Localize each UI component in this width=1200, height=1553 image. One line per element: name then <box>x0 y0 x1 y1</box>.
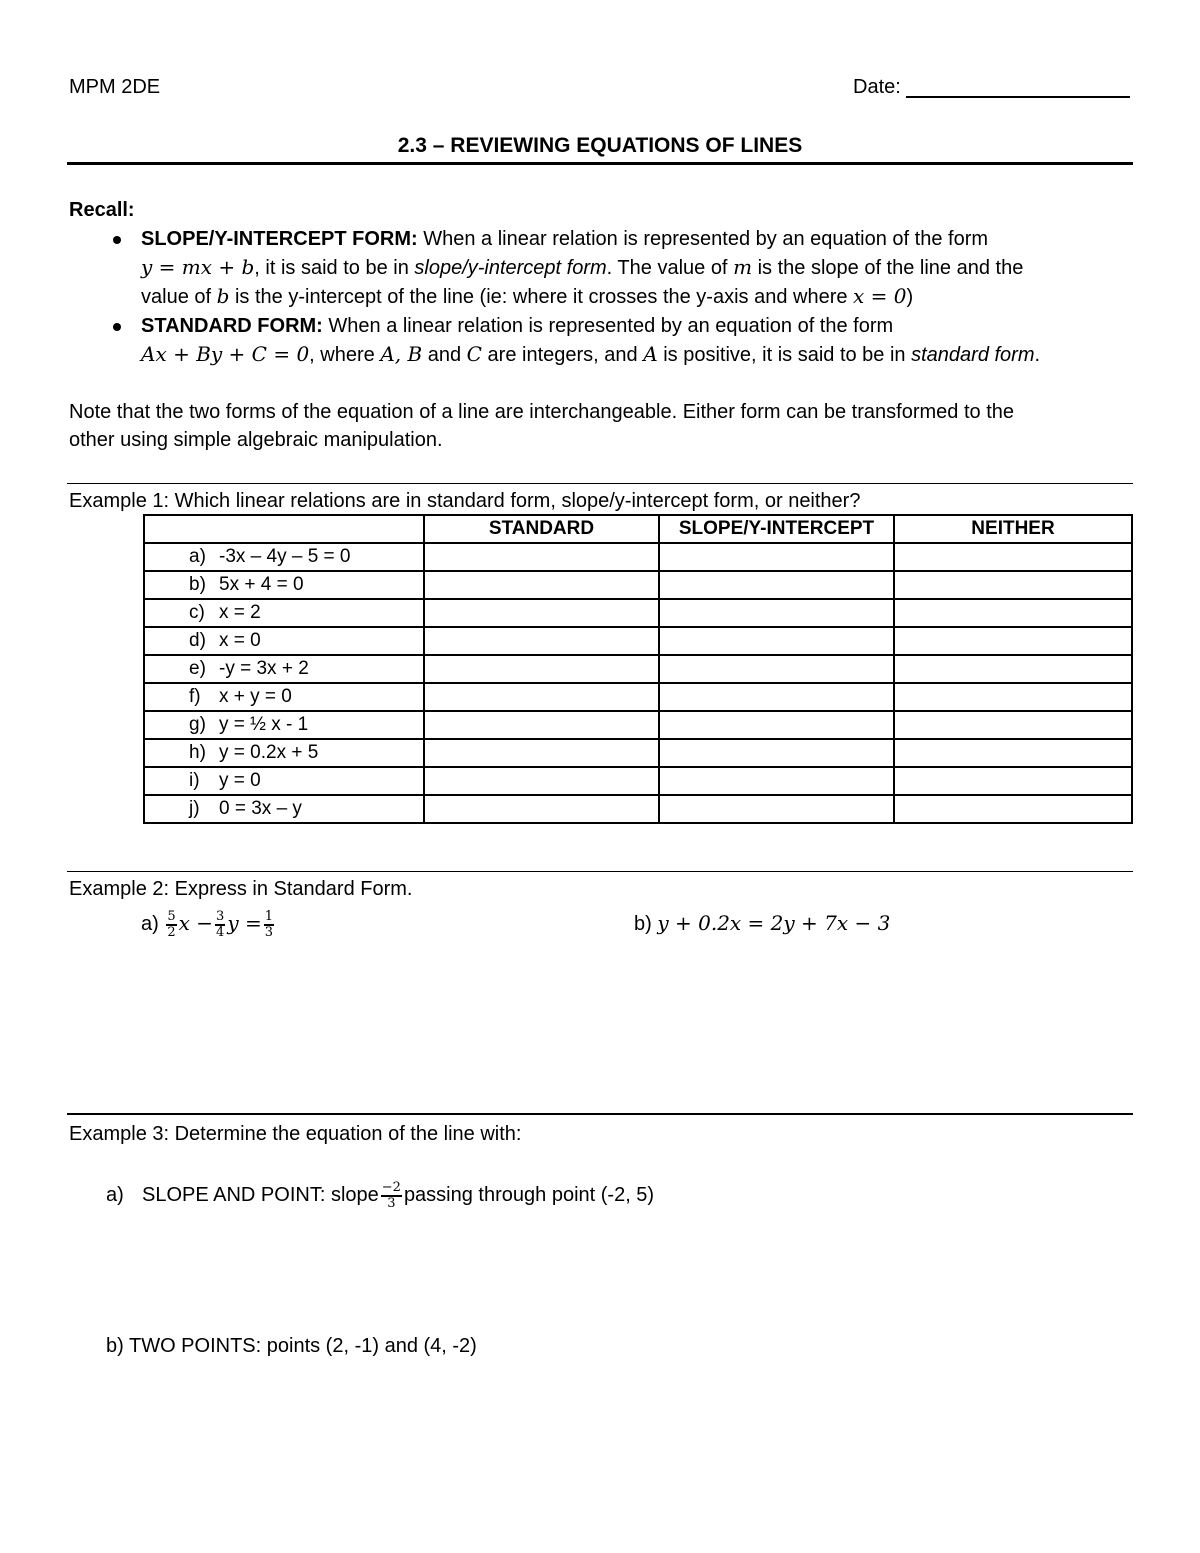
slope-form-label: SLOPE/Y-INTERCEPT FORM: <box>141 228 418 250</box>
example2-prompt: Example 2: Express in Standard Form. <box>69 878 413 900</box>
neither-answer-cell[interactable] <box>894 795 1132 823</box>
table-row <box>144 627 1132 655</box>
example3-b: b) TWO POINTS: points (2, -1) and (4, -2) <box>106 1335 477 1357</box>
slope-intercept-answer-cell[interactable] <box>659 739 894 767</box>
slope-form-text3b: is the y-intercept of the line (ie: where it crosses the y-axis and where <box>229 286 854 308</box>
example2-b <box>634 909 890 938</box>
fraction-numerator: 5 <box>167 908 176 924</box>
neither-answer-cell[interactable] <box>894 571 1132 599</box>
table-row <box>144 543 1132 571</box>
table-row <box>144 795 1132 823</box>
standard-form-A: A <box>643 342 658 366</box>
equation-cell <box>144 739 424 767</box>
table-row <box>144 571 1132 599</box>
standard-form-text2e: . <box>1034 344 1041 366</box>
table-row <box>144 739 1132 767</box>
standard-answer-cell[interactable] <box>424 627 659 655</box>
table-row <box>144 599 1132 627</box>
equation-letter: a) <box>189 546 206 567</box>
equation-text: y = 0.2x + 5 <box>219 742 319 763</box>
note-line2: other using simple algebraic manipulation. <box>69 429 443 451</box>
fraction-numerator: 1 <box>264 908 274 924</box>
equation-cell <box>144 683 424 711</box>
standard-form-text2a: , where <box>309 344 381 366</box>
equation-letter: d) <box>189 630 206 651</box>
slope-form-m: m <box>733 255 753 279</box>
example2-a <box>141 908 276 940</box>
standard-answer-cell[interactable] <box>424 739 659 767</box>
slope-form-line1 <box>141 225 988 253</box>
equation-text: x = 0 <box>219 630 261 651</box>
neither-answer-cell[interactable] <box>894 599 1132 627</box>
example2-b-label: b) <box>634 913 658 935</box>
fraction-5-2 <box>166 910 176 940</box>
slope-form-text2a: , it is said to be in <box>254 257 415 279</box>
equation-text: y = 0 <box>219 770 261 791</box>
fraction-numerator: −2 <box>381 1179 401 1195</box>
equation-text: y = ½ x - 1 <box>219 714 309 735</box>
slope-form-x0: x = 0 <box>853 284 907 308</box>
equation-cell <box>144 655 424 683</box>
slope-form-text2c: is the slope of the line and the <box>752 257 1024 279</box>
example1-table <box>143 514 1133 824</box>
slope-intercept-answer-cell[interactable] <box>659 571 894 599</box>
standard-answer-cell[interactable] <box>424 683 659 711</box>
bullet-1 <box>113 236 121 244</box>
standard-answer-cell[interactable] <box>424 543 659 571</box>
fraction-numerator: 3 <box>216 908 225 924</box>
fraction-3-4 <box>215 910 225 940</box>
equation-cell <box>144 767 424 795</box>
slope-intercept-answer-cell[interactable] <box>659 795 894 823</box>
equation-letter: g) <box>189 714 206 735</box>
slope-intercept-answer-cell[interactable] <box>659 683 894 711</box>
standard-form-line1 <box>141 312 893 340</box>
equation-cell <box>144 795 424 823</box>
equation-letter: e) <box>189 658 206 679</box>
slope-form-line3 <box>141 282 913 311</box>
title-rule <box>67 162 1133 165</box>
standard-form-text2b: and <box>422 344 467 366</box>
equation-cell <box>144 599 424 627</box>
equation-cell <box>144 571 424 599</box>
equation-letter: b) <box>189 574 206 595</box>
slope-form-text2b: . The value of <box>606 257 734 279</box>
standard-form-text2c: are integers, and <box>481 344 644 366</box>
neither-answer-cell[interactable] <box>894 711 1132 739</box>
date-label-text: Date: <box>853 76 901 98</box>
neither-answer-cell[interactable] <box>894 543 1132 571</box>
standard-form-text1: When a linear relation is represented by an equation of the form <box>322 315 894 337</box>
example1-rule <box>67 483 1133 484</box>
standard-form-italic: standard form <box>911 344 1035 366</box>
standard-answer-cell[interactable] <box>424 655 659 683</box>
standard-answer-cell[interactable] <box>424 711 659 739</box>
course-code: MPM 2DE <box>69 76 161 98</box>
neither-answer-cell[interactable] <box>894 627 1132 655</box>
header-neither: NEITHER <box>894 515 1132 543</box>
equation-letter: i) <box>189 770 200 791</box>
fraction-1-3 <box>264 910 274 940</box>
slope-intercept-answer-cell[interactable] <box>659 655 894 683</box>
date-label <box>853 73 901 101</box>
equation-text: 0 = 3x – y <box>219 798 302 819</box>
standard-answer-cell[interactable] <box>424 571 659 599</box>
standard-form-AB: A, B <box>380 342 423 366</box>
fraction-denominator: 2 <box>167 924 176 940</box>
example3-a <box>106 1178 654 1212</box>
equation-text: 5x + 4 = 0 <box>219 574 304 595</box>
example2-b-eq: y + 0.2x = 2y + 7x − 3 <box>657 911 891 935</box>
header-slope-intercept: SLOPE/Y-INTERCEPT <box>659 515 894 543</box>
table-row <box>144 655 1132 683</box>
slope-form-text1: When a linear relation is represented by an equation of the form <box>417 228 989 250</box>
example3-rule <box>67 1113 1133 1115</box>
example3-a-label: a) <box>106 1184 124 1206</box>
equation-cell <box>144 543 424 571</box>
slope-intercept-answer-cell[interactable] <box>659 711 894 739</box>
fraction-denominator: 3 <box>387 1195 396 1211</box>
table-row <box>144 767 1132 795</box>
slope-form-line2 <box>141 253 1023 282</box>
date-blank-line[interactable] <box>906 96 1130 98</box>
standard-answer-cell[interactable] <box>424 767 659 795</box>
note-line1: Note that the two forms of the equation of a line are interchangeable. Either form can be transformed to the <box>69 401 1014 423</box>
fraction-denominator: 4 <box>216 924 225 940</box>
equation-letter: h) <box>189 742 206 763</box>
equation-letter: j) <box>189 798 200 819</box>
equation-cell <box>144 627 424 655</box>
equation-text: -3x – 4y – 5 = 0 <box>219 546 351 567</box>
standard-form-eq: Ax + By + C = 0 <box>141 342 310 366</box>
header-blank <box>144 515 424 543</box>
standard-answer-cell[interactable] <box>424 599 659 627</box>
fraction-neg2-3 <box>381 1181 402 1211</box>
table-row <box>144 711 1132 739</box>
example2-a-label: a) <box>141 913 159 935</box>
recall-heading: Recall: <box>69 199 135 221</box>
slope-form-text3a: value of <box>141 286 217 308</box>
standard-form-C: C <box>466 342 482 366</box>
slope-form-b: b <box>216 284 230 308</box>
equation-text: x + y = 0 <box>219 686 292 707</box>
example2-rule <box>67 871 1133 872</box>
equation-letter: f) <box>189 686 201 707</box>
standard-form-line2 <box>141 340 1040 369</box>
example1-prompt: Example 1: Which linear relations are in standard form, slope/y-intercept form, or neither? <box>69 490 861 512</box>
table-body <box>144 543 1132 823</box>
equation-text: -y = 3x + 2 <box>219 658 309 679</box>
standard-answer-cell[interactable] <box>424 795 659 823</box>
slope-form-text3c: ) <box>906 286 914 308</box>
slope-intercept-answer-cell[interactable] <box>659 599 894 627</box>
slope-intercept-answer-cell[interactable] <box>659 543 894 571</box>
fraction-denominator: 3 <box>264 924 274 940</box>
page-title: 2.3 – REVIEWING EQUATIONS OF LINES <box>397 134 803 157</box>
slope-form-eq: y = mx + b <box>141 255 255 279</box>
example2-a-y: y = <box>227 911 262 935</box>
neither-answer-cell[interactable] <box>894 767 1132 795</box>
equation-letter: c) <box>189 602 205 623</box>
neither-answer-cell[interactable] <box>894 683 1132 711</box>
slope-intercept-answer-cell[interactable] <box>659 767 894 795</box>
example2-a-x: x − <box>178 911 214 935</box>
bullet-2 <box>113 323 121 331</box>
header-standard: STANDARD <box>424 515 659 543</box>
slope-intercept-answer-cell[interactable] <box>659 627 894 655</box>
standard-form-label: STANDARD FORM: <box>141 315 323 337</box>
standard-form-text2d: is positive, it is said to be in <box>657 344 912 366</box>
neither-answer-cell[interactable] <box>894 739 1132 767</box>
table-row <box>144 683 1132 711</box>
example3-prompt: Example 3: Determine the equation of the line with: <box>69 1123 522 1145</box>
example3-a-text2: passing through point (-2, 5) <box>403 1184 655 1206</box>
table-header-row <box>144 515 1132 543</box>
equation-text: x = 2 <box>219 602 261 623</box>
example3-a-text1: SLOPE AND POINT: slope <box>142 1184 379 1206</box>
slope-form-italic: slope/y-intercept form <box>414 257 607 279</box>
neither-answer-cell[interactable] <box>894 655 1132 683</box>
equation-cell <box>144 711 424 739</box>
